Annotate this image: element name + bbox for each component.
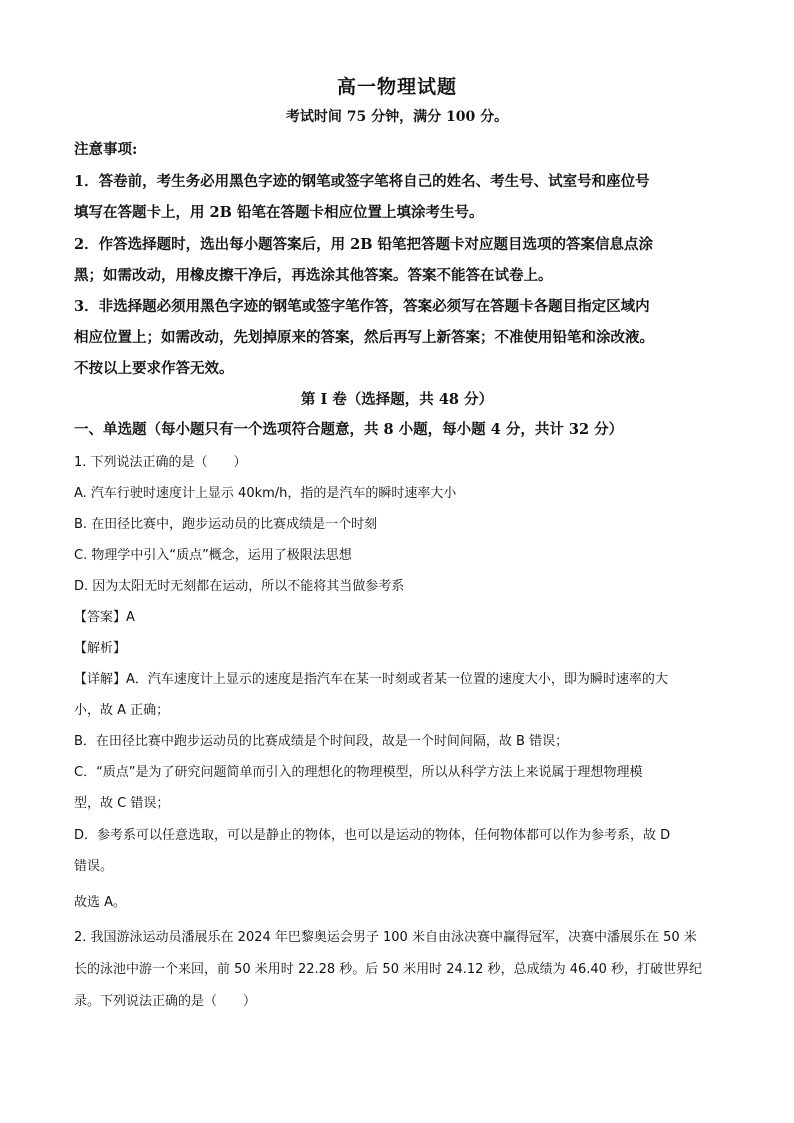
- volume-heading: 第 I 卷（选择题，共 48 分）: [300, 391, 494, 408]
- question-1-detail-line: C．“质点”是为了研究问题简单而引入的理想化的物理模型，所以从科学方法上来说属于理想物理模: [74, 765, 643, 780]
- question-1-stem: 1. 下列说法正确的是（ ）: [74, 455, 247, 470]
- question-1-conclusion: 故选 A。: [74, 895, 127, 910]
- question-1-option-c: C. 物理学中引入“质点”概念，运用了极限法思想: [74, 548, 352, 563]
- notice-line: 3．非选择题必须用黑色字迹的钢笔或签字笔作答，答案必须写在答题卡各题目指定区域内: [74, 298, 650, 315]
- question-1-answer: 【答案】A: [74, 610, 135, 625]
- notice-line: 1．答卷前，考生务必用黑色字迹的钢笔或签字笔将自己的姓名、考生号、试室号和座位号: [74, 173, 650, 190]
- question-2-line: 录。下列说法正确的是（ ）: [74, 994, 257, 1009]
- notice-line: 2．作答选择题时，选出每小题答案后，用 2B 铅笔把答题卡对应题目选项的答案信息点涂: [74, 236, 654, 253]
- page-title: 高一物理试题: [336, 76, 457, 98]
- question-1-detail-line: D．参考系可以任意选取，可以是静止的物体，也可以是运动的物体，任何物体都可以作为参考系，故 D: [74, 828, 671, 843]
- question-1-detail-line: 【详解】A．汽车速度计上显示的速度是指汽车在某一时刻或者某一位置的速度大小，即为瞬时速率的大: [74, 672, 668, 687]
- exam-duration-note: 考试时间 75 分钟，满分 100 分。: [285, 109, 509, 125]
- notice-heading: 注意事项:: [74, 141, 138, 158]
- notice-line: 填写在答题卡上，用 2B 铅笔在答题卡相应位置上填涂考生号。: [74, 204, 484, 221]
- question-1-detail-line: B．在田径比赛中跑步运动员的比赛成绩是个时间段，故是一个时间间隔，故 B 错误；: [74, 734, 569, 749]
- question-1-detail-line: 型，故 C 错误；: [74, 796, 170, 811]
- question-1-option-b: B. 在田径比赛中，跑步运动员的比赛成绩是一个时刻: [74, 517, 378, 532]
- question-1-analysis-label: 【解析】: [74, 641, 127, 656]
- notice-line: 不按以上要求作答无效。: [74, 360, 234, 377]
- question-1-option-a: A. 汽车行驶时速度计上显示 40km/h，指的是汽车的瞬时速率大小: [74, 486, 457, 501]
- question-1-detail-line: 小，故 A 正确；: [74, 703, 170, 718]
- question-1-detail-line: 错误。: [74, 859, 114, 874]
- notice-line: 相应位置上；如需改动，先划掉原来的答案，然后再写上新答案；不准使用铅笔和涂改液。: [74, 329, 654, 346]
- notice-line: 黑；如需改动，用橡皮擦干净后，再选涂其他答案。答案不能答在试卷上。: [74, 267, 553, 284]
- question-1-option-d: D. 因为太阳无时无刻都在运动，所以不能将其当做参考系: [74, 579, 405, 594]
- question-2-line: 2. 我国游泳运动员潘展乐在 2024 年巴黎奥运会男子 100 米自由泳决赛中赢得冠军，决赛中潘展乐在 50 米: [74, 930, 697, 945]
- part-heading: 一、单选题（每小题只有一个选项符合题意，共 8 小题，每小题 4 分，共计 32 分）: [74, 421, 624, 438]
- question-2-line: 长的泳池中游一个来回，前 50 米用时 22.28 秒。后 50 米用时 24.12 秒，总成绩为 46.40 秒，打破世界纪: [74, 962, 703, 977]
